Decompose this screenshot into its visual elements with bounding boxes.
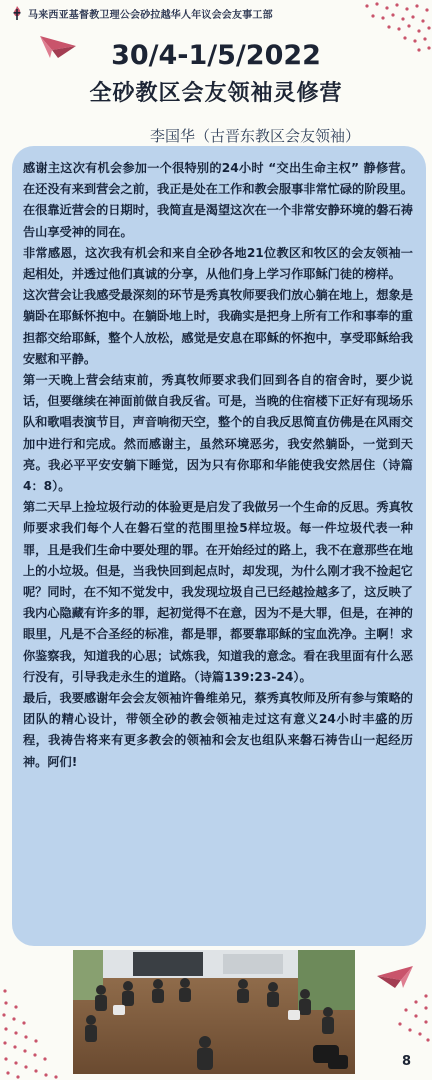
- event-title: 全砂教区会友领袖灵修营: [89, 81, 343, 106]
- group-retreat-photo: [73, 950, 355, 1074]
- paper-plane-icon: [375, 962, 415, 992]
- paragraph: 这次营会让我感受最深刻的环节是秀真牧师要我们放心躺在地上，想象是躺卧在耶稣怀抱中。在躺卧地上时，我确实是把身上所有工作和事奉的重担都交给耶稣，整个人放松，感觉是安息在耶稣的怀抱中，享受耶稣给我安慰和平静。: [23, 288, 413, 366]
- article-body: [23, 158, 413, 773]
- paragraph: 感谢主这次有机会参加一个很特别的24小时 “交出生命主权” 静修营。在还没有来到营会之前，我正是处在工作和教会服事非常忙碌的阶段里。在很靠近营会的日期时，我简直是渴望这次在一个非常安静环境的磐石祷告山享受神的同在。: [23, 161, 413, 239]
- event-dates: 30/4-1/5/2022: [111, 40, 321, 71]
- paragraph: 第二天早上捡垃圾行动的体验更是启发了我做另一个生命的反思。秀真牧师要求我们每个人在磐石堂的范围里捡5样垃圾。每一件垃圾代表一种罪，且是我们生命中要处理的罪。在开始经过的路上，我不在意那些在地上的小垃圾。但是，当我快回到起点时，却发现，为什么刚才我不捡起它呢？同时，在不知不觉发中，我发现垃圾自己已经越捡越多了，这反映了我内心隐藏有许多的罪，起初觉得不在意，因为不是大罪，但是，在神的眼里，凡是不合圣经的标准，都是罪，都要靠耶稣的宝血洗净。主啊！求你鉴察我，知道我的心思；试炼我，知道我的意念。看在我里面有什么恶行没有，引导我走永生的道路。（诗篇139:23-24）。: [23, 500, 413, 684]
- methodist-cross-flame-logo: [9, 5, 25, 21]
- paragraph: 非常感恩，这次我有机会和来自全砂各地21位教区和牧区的会友领袖一起相处，并透过他们真诚的分享，从他们身上学习作耶稣门徒的榜样。: [23, 245, 413, 282]
- decorative-dots-bottom-right: [392, 990, 432, 1060]
- author-line: 李国华（古晋东教区会友领袖）: [150, 127, 361, 145]
- paragraph: 第一天晚上营会结束前，秀真牧师要求我们回到各自的宿舍时，要少说话，但要继续在神面前做自我反省。可是，当晚的住宿楼下正好有现场乐队和歌唱表演节目，声音响彻天空，整个的自我反思简直仿佛是在风雨交加中进行和完成。然而感谢主，虽然环境恶劣，我安然躺卧，一觉到天亮。我必平平安安躺下睡觉，因为只有你耶和华能使我安然居住（诗篇4：8）。: [23, 373, 413, 494]
- organization-name: 马来西亚基督教卫理公会砂拉越华人年议会会友事工部: [28, 10, 273, 21]
- paragraph: 最后，我要感谢年会会友领袖许鲁维弟兄，蔡秀真牧师及所有参与策略的团队的精心设计，带领全砂的教会领袖走过这有意义24小时丰盛的历程，我祷告将来有更多教会的领袖和会友也组队来磐石祷告山一起经历神。阿们!: [23, 691, 413, 769]
- photo-illustration: [73, 950, 355, 1074]
- page-number: 8: [402, 1054, 412, 1069]
- decorative-dots-bottom-left: [0, 985, 70, 1080]
